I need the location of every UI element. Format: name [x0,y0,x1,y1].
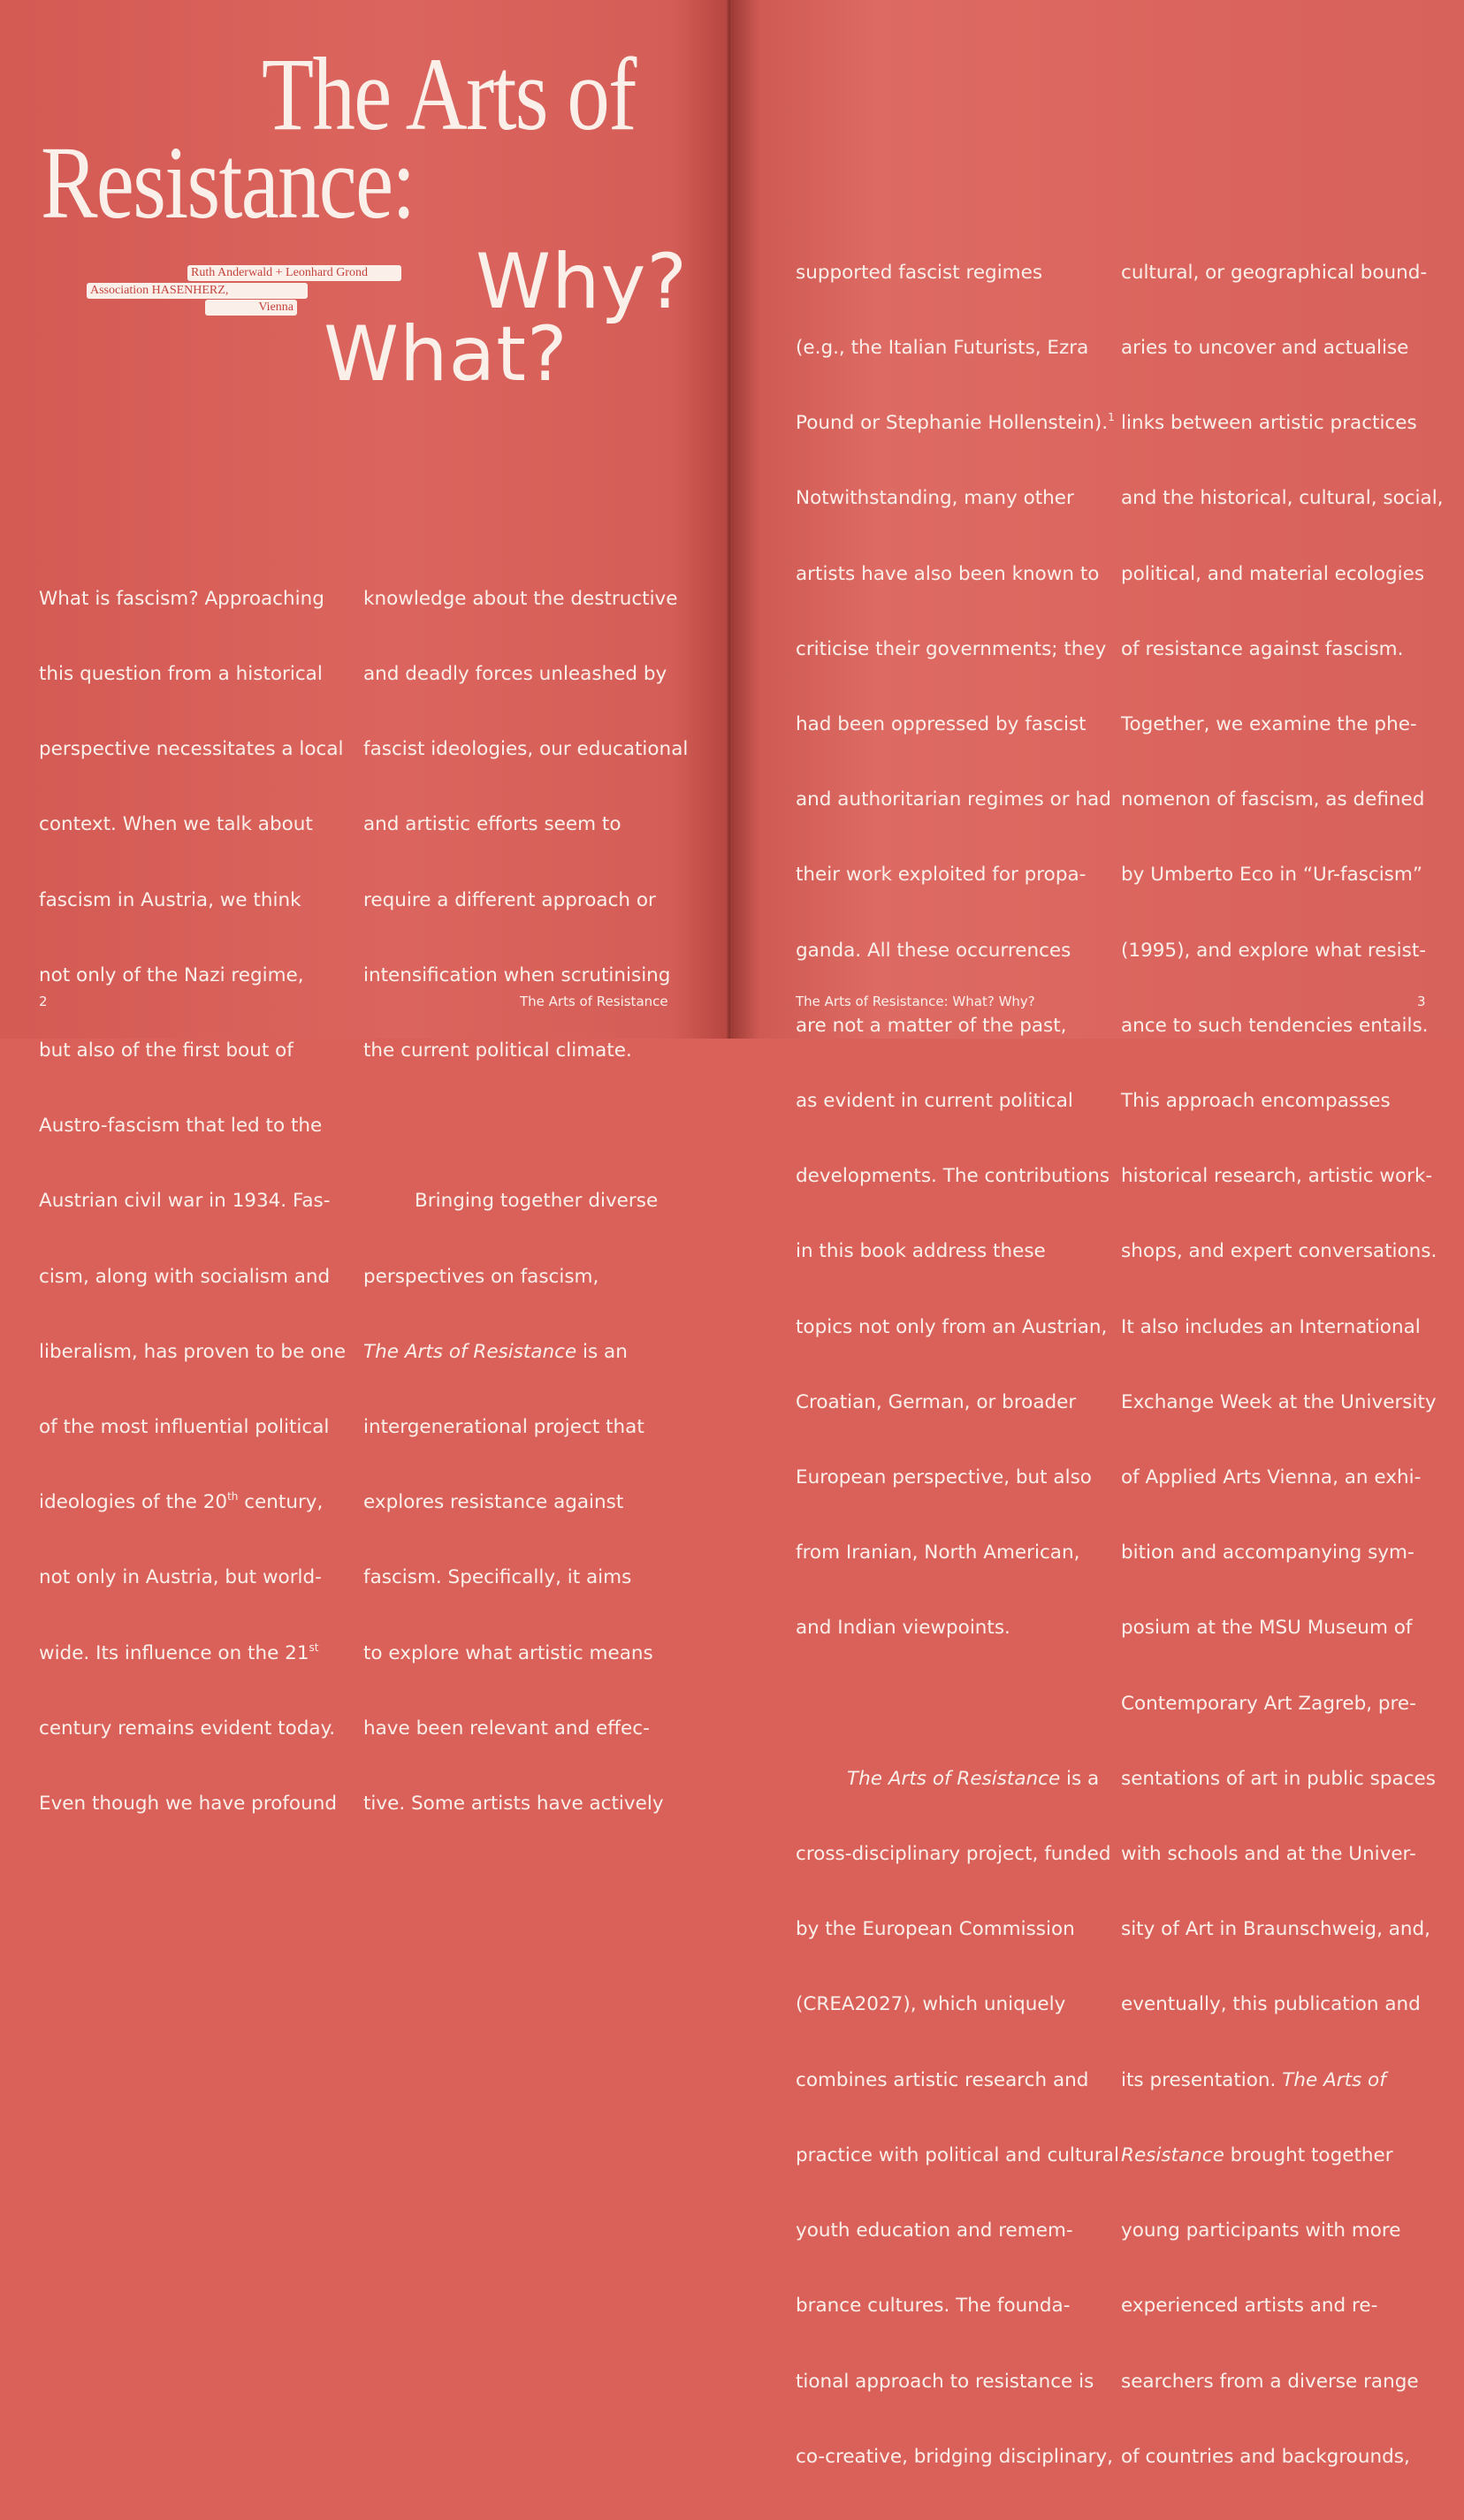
text-segment: its presentation. [1121,2068,1283,2091]
text-line: require a different approach or [363,888,656,911]
text-line: Even though we have profound [39,1793,337,1816]
text-line: by the European Commission [796,1918,1075,1941]
text-line: perspective necessitates a local [39,738,344,761]
text-segment: century, [238,1491,324,1514]
text-line: Austrian civil war in 1934. Fas- [39,1190,331,1213]
credit-authors: Ruth Anderwald + Leonhard Grond [187,265,401,281]
text-line: as evident in current political [796,1090,1073,1113]
text-line: and deadly forces unleashed by [363,663,667,686]
text-line [796,411,1119,436]
text-line: fascism. Specifically, it aims [363,1566,632,1589]
text-line: combines artistic research and [796,2068,1089,2091]
text-line: but also of the first bout of [39,1039,294,1062]
body-column-2 [363,537,688,1867]
page-number-left: 2 [39,994,48,1009]
text-line: with schools and at the Univer- [1121,1843,1416,1866]
text-line [796,1767,1119,1792]
text-line: criticise their governments; they [796,637,1107,660]
text-line: searchers from a diverse range [1121,2370,1419,2393]
text-line: bition and accompanying sym- [1121,1542,1414,1565]
title-why: Why? [476,238,689,326]
text-line: fascist ideologies, our educational [363,738,689,761]
italic-title: The Arts of Resistance [847,1767,1061,1790]
text-segment: ideologies of the 20 [39,1491,228,1514]
text-line: Contemporary Art Zagreb, pre- [1121,1692,1416,1715]
text-line: cross-disciplinary project, funded [796,1843,1111,1866]
text-line: fascism in Austria, we think [39,888,301,911]
text-line: from Iranian, North American, [796,1542,1080,1565]
text-line: (e.g., the Italian Futurists, Ezra [796,337,1089,360]
text-segment: Pound or Stephanie Hollenstein). [796,412,1109,435]
text-line: cultural, or geographical bound- [1121,261,1428,284]
text-line: are not a matter of the past, [796,1014,1067,1037]
text-line: posium at the MSU Museum of [1121,1617,1413,1640]
text-line: experienced artists and re- [1121,2295,1378,2318]
text-line: in this book address these [796,1240,1046,1263]
text-line: (CREA2027), which uniquely [796,1993,1066,2016]
text-line: topics not only from an Austrian, [796,1315,1108,1338]
text-line [39,1641,346,1666]
title-line-2: Resistance: [41,125,415,240]
text-line: links between artistic practices [1121,412,1417,435]
text-line: Bringing together diverse [415,1190,659,1213]
text-line: tive. Some artists have actively [363,1793,664,1816]
text-line: Notwithstanding, many other [796,487,1074,510]
text-line: political, and material ecologies [1121,562,1425,585]
text-line: and artistic efforts seem to [363,813,621,836]
text-line: their work exploited for propa- [796,864,1087,887]
running-title-left: The Arts of Resistance [520,994,668,1009]
body-column-4 [1121,210,1444,2520]
italic-title: The Arts of [1282,2068,1386,2091]
text-line: context. When we talk about [39,813,313,836]
running-title-right: The Arts of Resistance: What? Why? [796,994,1035,1009]
text-line: knowledge about the destructive [363,587,678,610]
italic-title: Resistance [1121,2143,1224,2166]
text-line: and Indian viewpoints. [796,1617,1010,1640]
text-line: and authoritarian regimes or had [796,788,1111,811]
text-line: (1995), and explore what resist- [1121,939,1427,962]
title-line-1: The Arts of [262,36,636,152]
text-line: developments. The contributions [796,1165,1110,1188]
text-line: shops, and expert conversations. [1121,1240,1437,1263]
text-line [1121,2068,1444,2093]
italic-title: The Arts of Resistance [363,1340,577,1363]
text-line: to explore what artistic means [363,1641,653,1664]
left-page [0,0,730,1816]
text-line: had been oppressed by fascist [796,713,1087,736]
text-line: co-creative, bridging disciplinary, [796,2445,1113,2468]
text-line: Austro-fascism that led to the [39,1115,323,1138]
text-line: aries to uncover and actualise [1121,337,1409,360]
body-column-1 [39,537,346,1867]
text-segment: is an [576,1340,628,1363]
text-line: this question from a historical [39,663,323,686]
body-column-3 [796,210,1119,2520]
text-line: supported fascist regimes [796,261,1043,284]
text-segment: brought together [1224,2143,1393,2166]
text-line: It also includes an International [1121,1315,1421,1338]
text-line: cism, along with socialism and [39,1265,331,1288]
credit-association: Association HASENHERZ, [87,283,308,299]
superscript: st [309,1641,319,1654]
text-line: practice with political and cultural [796,2143,1119,2166]
text-line: intergenerational project that [363,1416,644,1439]
title-what: What? [324,310,568,399]
superscript: th [227,1490,239,1504]
text-line: eventually, this publication and [1121,1993,1421,2016]
text-segment: wide. Its influence on the 21 [39,1641,309,1664]
text-line: of the most influential political [39,1416,330,1439]
text-line: ganda. All these occurrences [796,939,1071,962]
page-number-right: 3 [1417,994,1426,1009]
text-line: artists have also been known to [796,562,1100,585]
text-line: not only in Austria, but world- [39,1566,322,1589]
text-line: historical research, artistic work- [1121,1165,1433,1188]
text-line: nomenon of fascism, as defined [1121,788,1425,811]
text-line [363,1340,688,1365]
text-line: have been relevant and effec- [363,1717,650,1740]
text-line: not only of the Nazi regime, [39,963,304,986]
text-line: and the historical, cultural, social, [1121,487,1444,510]
right-page [730,0,1464,2468]
text-line: of Applied Arts Vienna, an exhi- [1121,1466,1422,1489]
text-line: by Umberto Eco in “Ur-fascism” [1121,864,1422,887]
blank-line [796,1692,1119,1717]
text-line: youth education and remem- [796,2219,1073,2242]
text-line: the current political climate. [363,1039,632,1062]
footnote-marker: 1 [1108,411,1115,424]
text-line [39,1490,346,1515]
text-line: brance cultures. The founda- [796,2295,1071,2318]
text-line: sentations of art in public spaces [1121,1767,1436,1790]
text-line: Exchange Week at the University [1121,1390,1437,1413]
text-line: young participants with more [1121,2219,1401,2242]
text-line: explores resistance against [363,1491,624,1514]
text-segment: is a [1060,1767,1100,1790]
text-line: liberalism, has proven to be one [39,1340,347,1363]
credit-city: Vienna [205,300,297,316]
text-line: ance to such tendencies entails. [1121,1014,1429,1037]
text-line [1121,2143,1444,2168]
text-line: European perspective, but also [796,1466,1092,1489]
text-line: perspectives on fascism, [363,1265,599,1288]
text-line: Together, we examine the phe- [1121,713,1417,736]
text-line: of countries and backgrounds, [1121,2445,1410,2468]
text-line: Croatian, German, or broader [796,1390,1077,1413]
text-line: century remains evident today. [39,1717,336,1740]
text-line: What is fascism? Approaching [39,587,324,610]
text-line: intensification when scrutinising [363,963,671,986]
blank-line [363,1114,688,1138]
text-line: This approach encompasses [1121,1090,1391,1113]
text-line: sity of Art in Braunschweig, and, [1121,1918,1431,1941]
text-line: of resistance against fascism. [1121,637,1404,660]
text-line: tional approach to resistance is [796,2370,1094,2393]
